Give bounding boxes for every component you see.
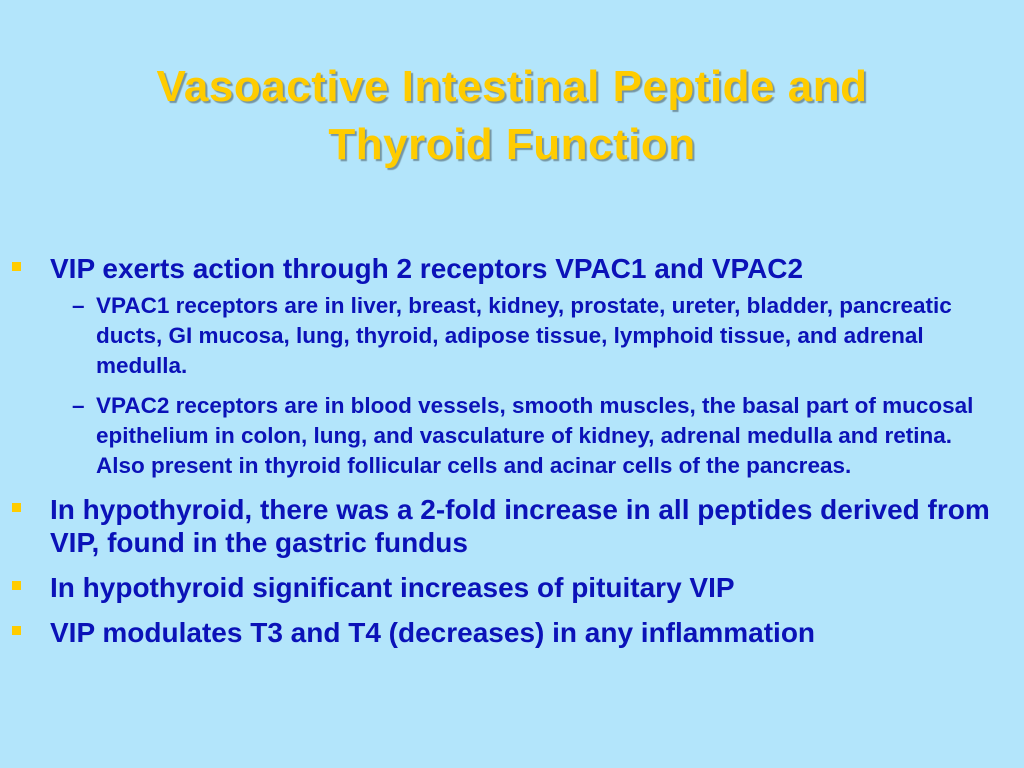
bullet-item (12, 252, 1002, 285)
bullet-text: VIP modulates T3 and T4 (decreases) in any inflammation (50, 617, 816, 648)
square-bullet-icon (12, 503, 21, 512)
slide-title (0, 58, 1024, 174)
title-line-2: Thyroid Function (328, 120, 696, 169)
bullet-text: VIP exerts action through 2 receptors VPAC1 and VPAC2 (50, 253, 804, 284)
bullet-text: In hypothyroid significant increases of pituitary VIP (50, 572, 735, 603)
title-line-1: Vasoactive Intestinal Peptide and (156, 62, 868, 111)
bullet-text: In hypothyroid, there was a 2-fold increase in all peptides derived from VIP, found in the gastric fundus (50, 494, 990, 558)
sub-bullet-text: VPAC2 receptors are in blood vessels, smooth muscles, the basal part of mucosal epithelium in colon, lung, and vasculature of kidney, adrenal medulla and retina. Also present in thyroid follicular cells and acinar cells of the pancreas. (96, 393, 974, 478)
bullet-item (12, 616, 1002, 649)
square-bullet-icon (12, 581, 21, 590)
bullet-item (12, 571, 1002, 604)
square-bullet-icon (12, 262, 21, 271)
sub-bullet-item (12, 291, 1002, 381)
sub-bullet-item (12, 391, 1002, 481)
sub-bullet-text: VPAC1 receptors are in liver, breast, kidney, prostate, ureter, bladder, pancreatic ducts, GI mucosa, lung, thyroid, adipose tissue, lymphoid tissue, and adrenal medulla. (96, 293, 952, 378)
slide-body (12, 252, 1002, 649)
dash-marker: – (72, 393, 85, 418)
dash-marker: – (72, 293, 85, 318)
bullet-item (12, 493, 1002, 559)
square-bullet-icon (12, 626, 21, 635)
